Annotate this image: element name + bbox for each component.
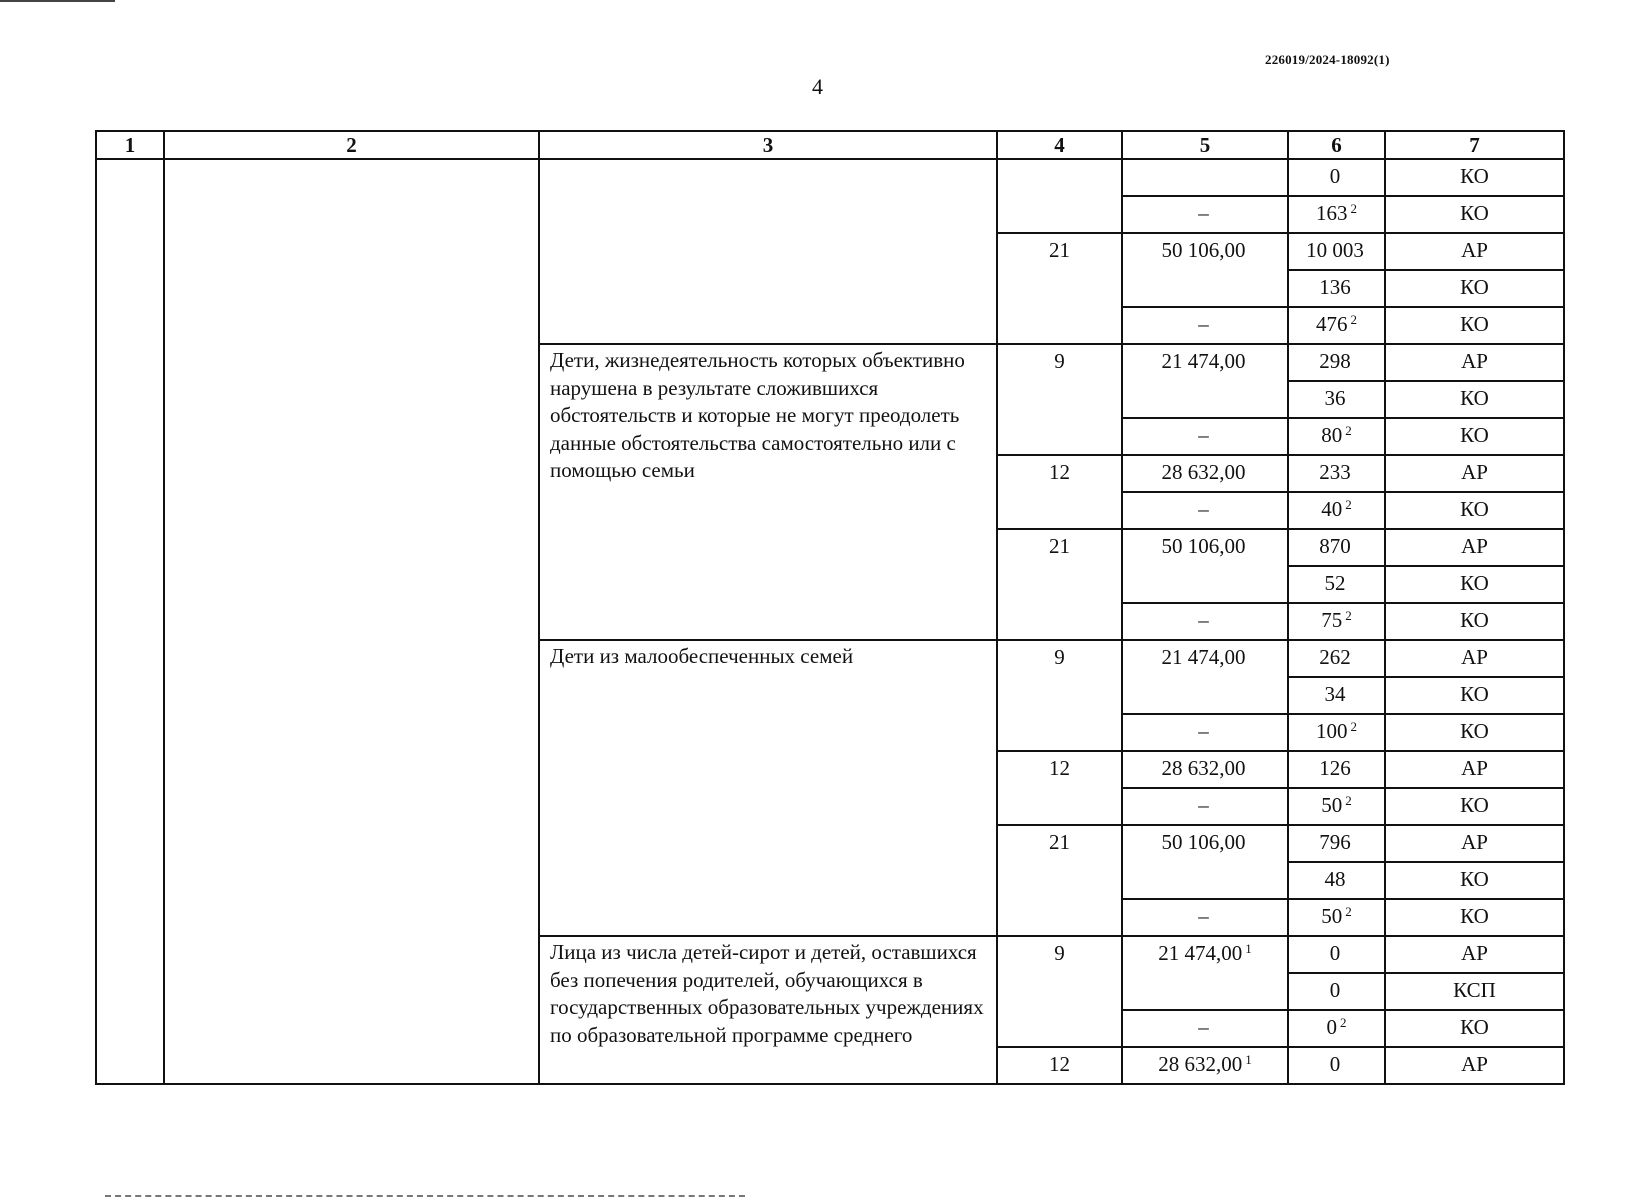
cell-col5 [1122, 788, 1288, 825]
cell-col6 [1288, 677, 1385, 714]
cell-col5 [1122, 936, 1288, 1010]
footnote-marker: 2 [1345, 497, 1352, 512]
category-cell: Лица из числа детей-сирот и детей, оставшихся без попечения родителей, обучающихся в государственных образовательных учреждениях по образовательной программе среднего [539, 936, 997, 1084]
column-header: 6 [1288, 131, 1385, 159]
cell-col7: КО [1385, 714, 1564, 751]
cell-col6-value: 52 [1324, 571, 1346, 595]
cell-col6-value: 476 [1316, 312, 1348, 336]
cell-col6-value: 36 [1324, 386, 1346, 410]
category-cell: Дети, жизнедеятельность которых объективно нарушена в результате сложившихся обстоятельств и которые не могут преодолеть данные обстоятельства самостоятельно или с помощью семьи [539, 344, 997, 640]
footnote-marker: 2 [1350, 312, 1357, 327]
cell-col7: КО [1385, 677, 1564, 714]
cell-col6 [1288, 1010, 1385, 1047]
cell-col5 [1122, 603, 1288, 640]
cell-col6 [1288, 603, 1385, 640]
cell-col6-value: 10 003 [1306, 238, 1364, 262]
cell-col6 [1288, 270, 1385, 307]
cell-col4: 21 [997, 233, 1122, 344]
footnote-marker: 2 [1345, 793, 1352, 808]
cell-col6 [1288, 529, 1385, 566]
cell-col5-value: 28 632,00 [1158, 1052, 1243, 1076]
column-header: 7 [1385, 131, 1564, 159]
cell-col6 [1288, 788, 1385, 825]
cell-col5 [1122, 640, 1288, 714]
cell-col6-value: 126 [1319, 756, 1351, 780]
cell-col6-value: 0 [1326, 1015, 1337, 1039]
cell-col6-value: 0 [1329, 164, 1341, 188]
cell-col7: КО [1385, 159, 1564, 196]
cell-col6 [1288, 566, 1385, 603]
cell-col4 [997, 159, 1122, 233]
cell-col6-value: 0 [1329, 1052, 1341, 1076]
cell-col6 [1288, 492, 1385, 529]
cell-col7: КО [1385, 196, 1564, 233]
cell-col6-value: 80 [1321, 423, 1343, 447]
cell-col6 [1288, 1047, 1385, 1084]
cell-col5-value: 21 474,00 [1161, 645, 1246, 669]
cell-col6-value: 298 [1319, 349, 1351, 373]
cell-col5-value: – [1198, 497, 1209, 521]
cell-col6-value: 34 [1324, 682, 1346, 706]
table-row [96, 159, 1564, 196]
footnote-marker: 2 [1350, 201, 1357, 216]
cell-col4: 12 [997, 1047, 1122, 1084]
cell-col7: КО [1385, 862, 1564, 899]
cell-col6 [1288, 159, 1385, 196]
cell-col5-value: 28 632,00 [1161, 460, 1246, 484]
footnote-marker: 1 [1245, 941, 1252, 956]
cell-col4: 21 [997, 529, 1122, 640]
footnote-marker: 1 [1245, 1052, 1252, 1067]
cell-col6-value: 262 [1319, 645, 1351, 669]
cell-col4: 9 [997, 936, 1122, 1047]
cell-col7: АР [1385, 344, 1564, 381]
cell-col4: 12 [997, 751, 1122, 825]
cell-col7: КО [1385, 270, 1564, 307]
cell-col6 [1288, 307, 1385, 344]
cell-col6 [1288, 714, 1385, 751]
data-table [95, 130, 1565, 1085]
cell-col5-value: 50 106,00 [1161, 238, 1246, 262]
cell-col4: 21 [997, 825, 1122, 936]
cell-col7: АР [1385, 825, 1564, 862]
cell-col7: КО [1385, 381, 1564, 418]
cell-col2 [164, 159, 539, 1084]
cell-col5 [1122, 825, 1288, 899]
table-body [96, 159, 1564, 1084]
cell-col7: АР [1385, 529, 1564, 566]
cell-col5-value: 50 106,00 [1161, 534, 1246, 558]
page-number: 4 [812, 74, 823, 99]
cell-col6-value: 100 [1316, 719, 1348, 743]
cell-col7: АР [1385, 751, 1564, 788]
cell-col5-value: – [1198, 312, 1209, 336]
cell-col7: АР [1385, 640, 1564, 677]
footnote-marker: 2 [1345, 904, 1352, 919]
cell-col7: АР [1385, 936, 1564, 973]
cell-col6 [1288, 936, 1385, 973]
cell-col5 [1122, 1047, 1288, 1084]
cell-col1 [96, 159, 164, 1084]
cell-col5 [1122, 159, 1288, 196]
cell-col7: АР [1385, 1047, 1564, 1084]
cell-col6 [1288, 899, 1385, 936]
cell-col6-value: 50 [1321, 904, 1343, 928]
cell-col6 [1288, 196, 1385, 233]
cell-col5 [1122, 307, 1288, 344]
cell-col7: КО [1385, 307, 1564, 344]
cell-col7: КО [1385, 418, 1564, 455]
cell-col4: 9 [997, 640, 1122, 751]
cell-col4: 9 [997, 344, 1122, 455]
cell-col5 [1122, 233, 1288, 307]
cell-col7: КО [1385, 566, 1564, 603]
category-cell [539, 159, 997, 344]
cell-col7: КО [1385, 1010, 1564, 1047]
cell-col5 [1122, 196, 1288, 233]
cell-col6 [1288, 973, 1385, 1010]
cell-col5-value: 21 474,00 [1161, 349, 1246, 373]
column-header: 1 [96, 131, 164, 159]
cell-col5 [1122, 492, 1288, 529]
cell-col6 [1288, 233, 1385, 270]
cell-col5 [1122, 418, 1288, 455]
cell-col7: АР [1385, 233, 1564, 270]
footnote-marker: 2 [1340, 1015, 1347, 1030]
cell-col6-value: 0 [1329, 978, 1341, 1002]
cell-col5 [1122, 455, 1288, 492]
document-id: 226019/2024-18092(1) [1265, 52, 1390, 67]
cell-col5-value: – [1198, 1015, 1209, 1039]
category-cell: Дети из малообеспеченных семей [539, 640, 997, 936]
cell-col7: КО [1385, 899, 1564, 936]
cell-col7: КО [1385, 788, 1564, 825]
column-header: 2 [164, 131, 539, 159]
cell-col6-value: 48 [1324, 867, 1346, 891]
cell-col5 [1122, 714, 1288, 751]
scan-artifact-line [105, 1195, 745, 1197]
cell-col6-value: 870 [1319, 534, 1351, 558]
cell-col7: АР [1385, 455, 1564, 492]
table-header-row [96, 131, 1564, 159]
cell-col7: КО [1385, 492, 1564, 529]
scan-artifact-line [0, 0, 115, 2]
cell-col5-value: – [1198, 608, 1209, 632]
footnote-marker: 2 [1350, 719, 1357, 734]
cell-col6-value: 40 [1321, 497, 1343, 521]
cell-col5 [1122, 899, 1288, 936]
cell-col6 [1288, 751, 1385, 788]
cell-col5-value: – [1198, 719, 1209, 743]
column-header: 3 [539, 131, 997, 159]
cell-col6 [1288, 825, 1385, 862]
cell-col7: КО [1385, 603, 1564, 640]
cell-col6 [1288, 862, 1385, 899]
cell-col7: КСП [1385, 973, 1564, 1010]
cell-col6-value: 75 [1321, 608, 1343, 632]
cell-col6-value: 50 [1321, 793, 1343, 817]
cell-col5 [1122, 1010, 1288, 1047]
cell-col6-value: 163 [1316, 201, 1348, 225]
column-header: 4 [997, 131, 1122, 159]
cell-col5-value: – [1198, 423, 1209, 447]
cell-col6-value: 233 [1319, 460, 1351, 484]
cell-col6-value: 136 [1319, 275, 1351, 299]
cell-col6 [1288, 455, 1385, 492]
cell-col5-value: – [1198, 793, 1209, 817]
cell-col5 [1122, 751, 1288, 788]
cell-col6 [1288, 418, 1385, 455]
cell-col5 [1122, 344, 1288, 418]
footnote-marker: 2 [1345, 423, 1352, 438]
cell-col6 [1288, 344, 1385, 381]
cell-col6-value: 796 [1319, 830, 1351, 854]
cell-col5-value: 28 632,00 [1161, 756, 1246, 780]
footnote-marker: 2 [1345, 608, 1352, 623]
column-header: 5 [1122, 131, 1288, 159]
cell-col5 [1122, 529, 1288, 603]
cell-col5-value: – [1198, 904, 1209, 928]
cell-col5-value: – [1198, 201, 1209, 225]
cell-col6 [1288, 640, 1385, 677]
cell-col5-value: 50 106,00 [1161, 830, 1246, 854]
cell-col6-value: 0 [1329, 941, 1341, 965]
cell-col5-value: 21 474,00 [1158, 941, 1243, 965]
cell-col4: 12 [997, 455, 1122, 529]
cell-col6 [1288, 381, 1385, 418]
